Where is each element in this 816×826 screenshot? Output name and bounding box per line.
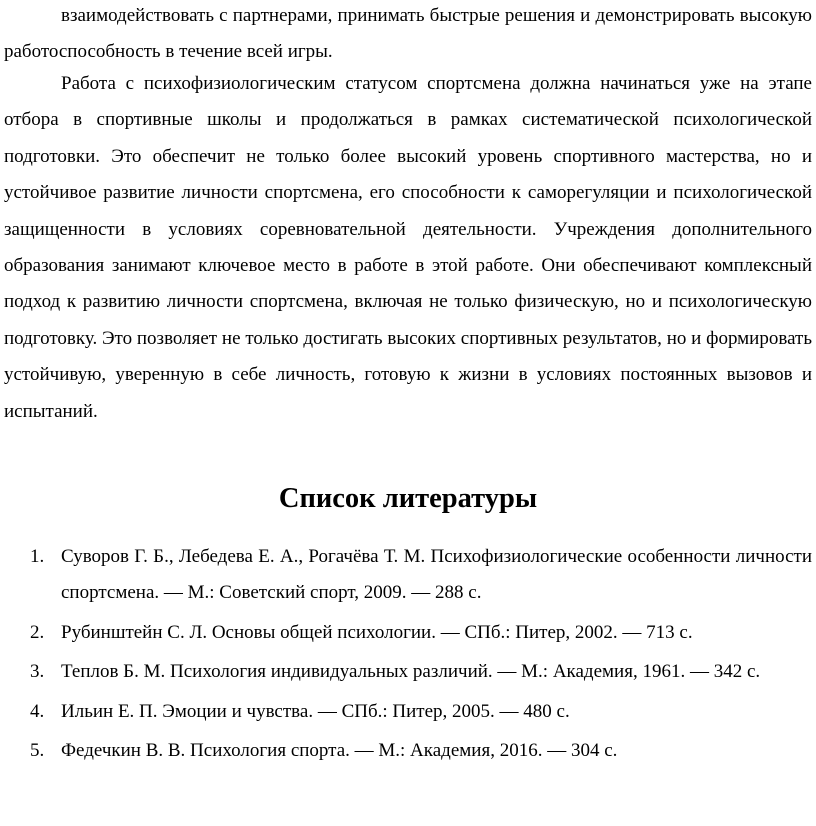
references-heading: Список литературы bbox=[278, 483, 538, 514]
reference-item-4 bbox=[4, 694, 812, 730]
reference-number: 5. bbox=[30, 740, 45, 762]
reference-number: 2. bbox=[30, 621, 45, 643]
reference-text: Суворов Г. Б., Лебедева Е. А., Рогачёва Т. М. Психофизиологические особенности личности спортсмена. — М.: Советский спорт, 2009. — 288 с. bbox=[61, 546, 812, 604]
reference-number: 4. bbox=[30, 700, 45, 722]
reference-item-2 bbox=[4, 615, 812, 651]
reference-text: Ильин Е. П. Эмоции и чувства. — СПб.: Питер, 2005. — 480 с. bbox=[61, 700, 570, 722]
reference-text: Рубинштейн С. Л. Основы общей психологии. — СПб.: Питер, 2002. — 713 с. bbox=[61, 621, 693, 643]
reference-item-1 bbox=[4, 539, 812, 612]
reference-item-3 bbox=[4, 654, 812, 690]
body-paragraph-1: взаимодействовать с партнерами, принимать быстрые решения и демонстрировать высокую работоспособность в течение всей игры. bbox=[4, 5, 812, 63]
references-list bbox=[4, 539, 812, 772]
reference-text: Федечкин В. В. Психология спорта. — М.: Академия, 2016. — 304 с. bbox=[61, 740, 618, 762]
body-paragraph-2: Работа с психофизиологическим статусом спортсмена должна начинаться уже на этапе отбора в спортивные школы и продолжаться в рамках систематической психологической подготовки. Это обеспечит не только более высокий уровень спортивного мастерства, но и устойчивое развитие личности спортсмена, его способности к саморегуляции и психологической защищенности в условиях соревновательной деятельности. Учреждения дополнительного образования занимают ключевое место в работе в этой работе. Они обеспечивают комплексный подход к развитию личности спортсмена, включая не только физическую, но и психологическую подготовку. Это позволяет не только достигать высоких спортивных результатов, но и формировать устойчивую, уверенную в себе личность, готовую к жизни в условиях постоянных вызовов и испытаний. bbox=[4, 73, 812, 422]
reference-text: Теплов Б. М. Психология индивидуальных различий. — М.: Академия, 1961. — 342 с. bbox=[61, 661, 761, 683]
reference-item-5 bbox=[4, 733, 812, 769]
reference-number: 3. bbox=[30, 661, 45, 683]
reference-number: 1. bbox=[30, 546, 45, 567]
